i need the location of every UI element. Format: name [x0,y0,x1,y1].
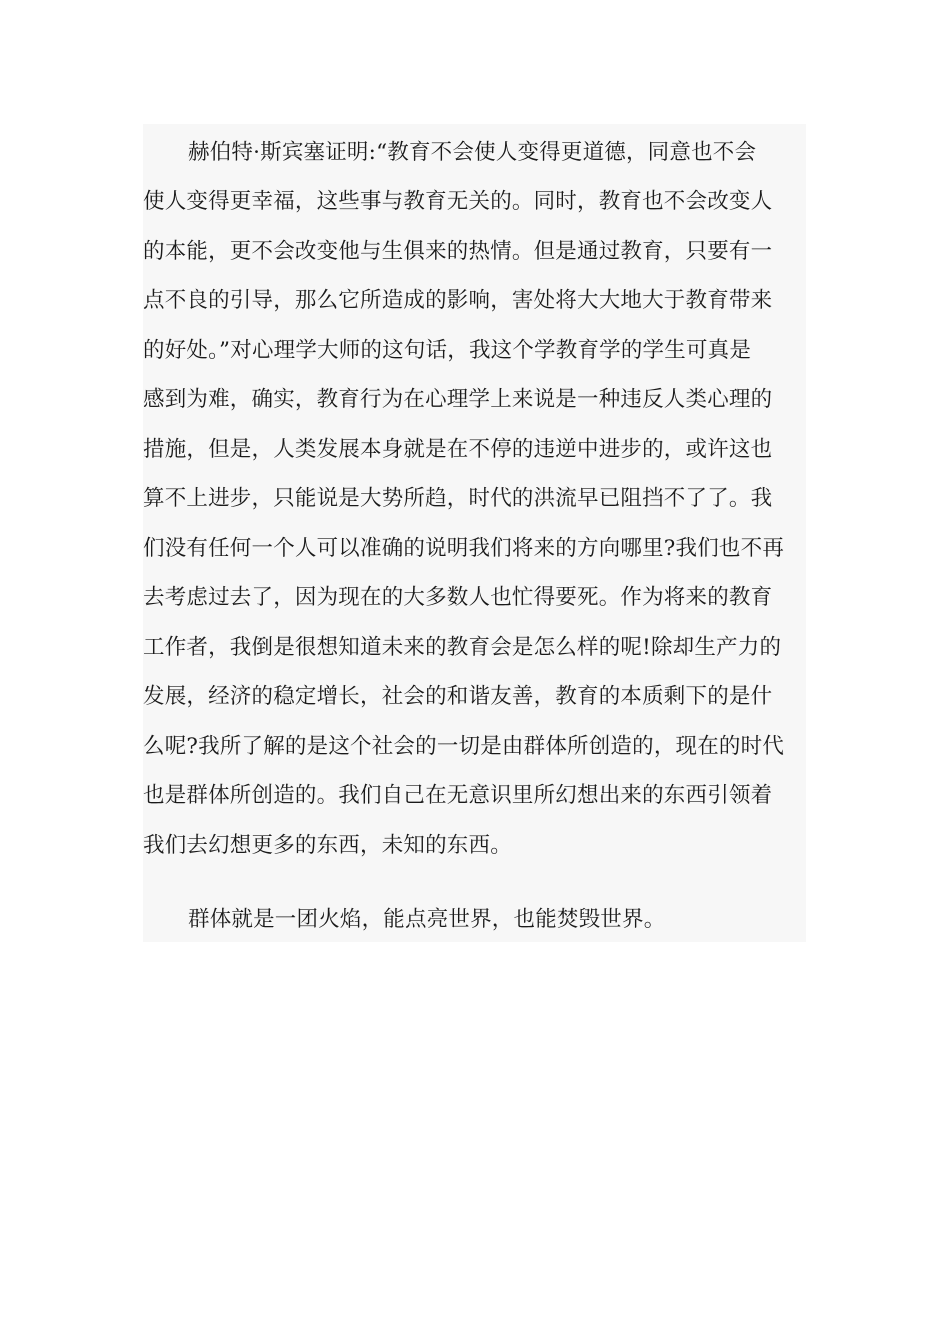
paragraph-1-line-8: 算不上进步，只能说是大势所趋，时代的洪流早已阻挡不了了。我 [143,486,773,511]
paragraph-1-line-15: 我们去幻想更多的东西，未知的东西。 [143,833,512,858]
paragraph-1-line-2: 使人变得更幸福，这些事与教育无关的。同时，教育也不会改变人 [143,189,773,214]
paragraph-1-line-10: 去考虑过去了，因为现在的大多数人也忙得要死。作为将来的教育 [143,585,773,610]
paragraph-1-line-14: 也是群体所创造的。我们自己在无意识里所幻想出来的东西引领着 [143,783,773,808]
paragraph-1-line-9: 们没有任何一个人可以准确的说明我们将来的方向哪里?我们也不再 [143,536,785,561]
paragraph-1-line-11: 工作者，我倒是很想知道未来的教育会是怎么样的呢!除却生产力的 [143,635,782,660]
paragraph-2: 群体就是一团火焰，能点亮世界，也能焚毁世界。 [188,907,666,932]
paragraph-1-line-12: 发展，经济的稳定增长，社会的和谐友善，教育的本质剩下的是什 [143,684,773,709]
text-block [143,124,806,942]
paragraph-1-line-13: 么呢?我所了解的是这个社会的一切是由群体所创造的，现在的时代 [143,734,785,759]
paragraph-1-line-3: 的本能，更不会改变他与生俱来的热情。但是通过教育，只要有一 [143,239,773,264]
paragraph-1-line-7: 措施，但是，人类发展本身就是在不停的违逆中进步的，或许这也 [143,437,773,462]
paragraph-1-line-1: 赫伯特·斯宾塞证明:“教育不会使人变得更道德，同意也不会 [188,140,757,165]
paragraph-1-line-4: 点不良的引导，那么它所造成的影响，害处将大大地大于教育带来 [143,288,773,313]
paragraph-1-line-5: 的好处。”对心理学大师的这句话，我这个学教育学的学生可真是 [143,338,752,363]
paragraph-1-line-6: 感到为难，确实，教育行为在心理学上来说是一种违反人类心理的 [143,387,773,412]
